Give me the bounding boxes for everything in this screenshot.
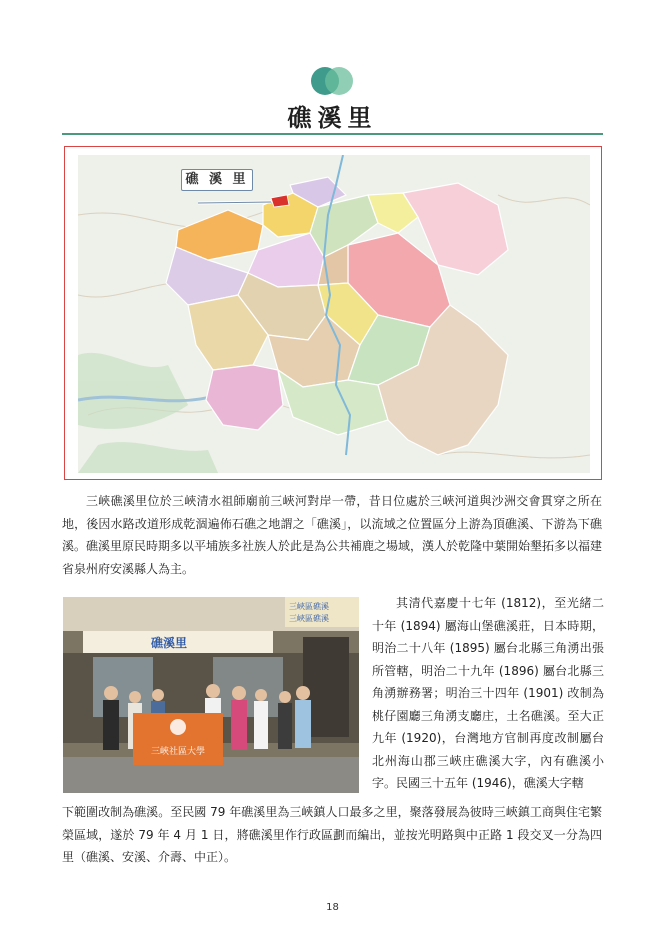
group-photo xyxy=(63,597,359,793)
body-paragraph-1: 三峽礁溪里位於三峽清水祖師廟前三峽河對岸一帶，昔日位處於三峽河道與沙洲交會貫穿之所在地，後因水路改道形成乾涸遍佈石礁之地謂之「礁溪」，以流域之位置區分上游為頂礁溪、下游為下礁溪。礁溪里原民時期多以平埔族多社族人於此是為公共補鹿之場域，漢人於乾隆中葉開始墾拓多以福建省泉州府安溪縣人為主。 xyxy=(62,494,603,576)
banner-text: 三峽社區大學 xyxy=(150,747,206,757)
title-divider xyxy=(62,133,603,135)
shop-sign-main: 礁溪里 xyxy=(151,636,188,650)
page-number: 18 xyxy=(326,902,339,913)
map-village-label: 礁 溪 里 xyxy=(181,169,253,191)
page-title: 礁溪里 xyxy=(287,104,378,132)
district-map-figure xyxy=(64,146,602,480)
body-paragraph-3: 下範圍改制為礁溪。至民國 79 年礁溪里為三峽鎮人口最多之里，聚落發展為彼時三峽鎮工商與住宅繁榮區域，遂於 79 年 4 月 1 日，將礁溪里作行政區劃而編出，並按光明路與中正路 1 段交叉一分為四里（礁溪、安溪、介壽、中正）。 xyxy=(62,805,602,864)
logo-icon xyxy=(308,66,356,96)
shop-sign-small-2: 三峽區礁溪 xyxy=(289,614,329,623)
body-paragraph-2: 其清代嘉慶十七年 (1812)，至光緒二十年 (1894) 屬海山堡礁溪莊，日本時期，明治二十八年 (1895) 屬台北縣三角湧出張所管轄，明治二十九年 (1896) 屬台北縣三角湧辦務署；明治三十四年 (1901) 改制為桃仔園廳三角湧支廳庄，土名礁溪。至大正九年 (1920)，台灣地方官制再度改制屬台北州海山郡三峽庄礁溪大字，內有礁溪小字。民國三十五年 (1946)，礁溪大字轄 xyxy=(372,596,604,790)
district-map xyxy=(78,155,590,473)
shop-sign-small: 三峽區礁溪 xyxy=(289,602,329,611)
